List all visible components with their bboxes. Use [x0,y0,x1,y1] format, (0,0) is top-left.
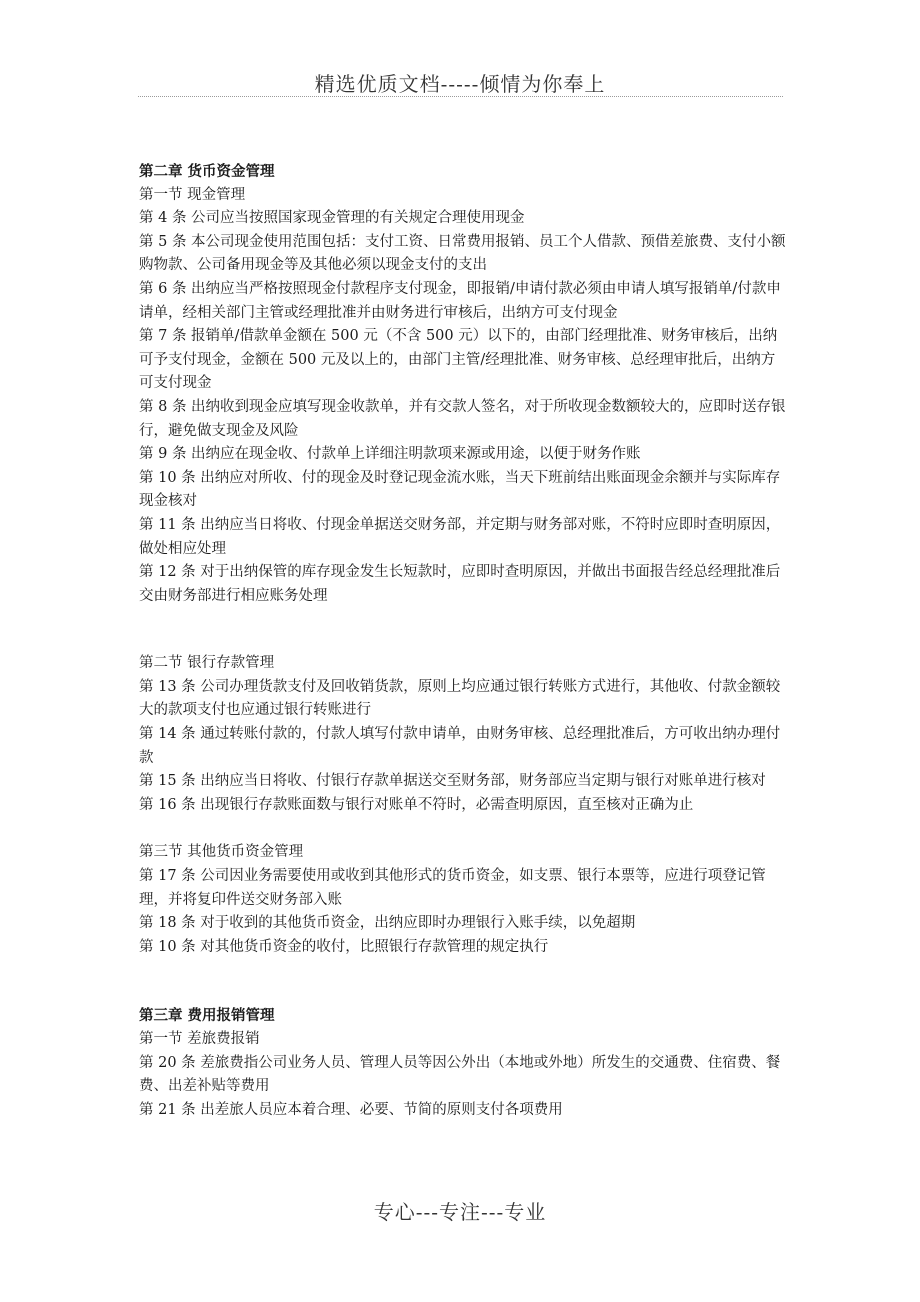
chapter-title: 第二章 货币资金管理 [139,163,275,180]
page-header: 精选优质文档-----倾情为你奉上 [314,72,606,96]
article: 第 10 条 对其他货币资金的收付，比照银行存款管理的规定执行 [139,938,549,955]
article: 第 4 条 公司应当按照国家现金管理的有关规定合理使用现金 [139,210,525,227]
header-divider [138,96,783,97]
spacer [139,959,787,1004]
article: 第 17 条 公司因业务需要使用或收到其他形式的货币资金，如支票、银行本票等，应进行项登记管理，并将复印件送交财务部入账 [139,868,766,908]
article: 第 6 条 出纳应当严格按照现金付款程序支付现金，即报销/申请付款必须由申请人填写报销单/付款申请单，经相关部门主管或经理批准并由财务进行审核后，出纳方可支付现金 [139,280,781,321]
article: 第 5 条 本公司现金使用范围包括：支付工资、日常费用报销、员工个人借款、预借差旅费、支付小额购物款、公司备用现金等及其他必须以现金支付的支出 [139,233,786,274]
section-title: 第二节 银行存款管理 [139,655,275,672]
article: 第 18 条 对于收到的其他货币资金，出纳应即时办理银行入账手续，以免超期 [139,915,636,932]
article: 第 11 条 出纳应当日将收、付现金单据送交财务部，并定期与财务部对账，不符时应即时查明原因，做处相应处理 [139,516,781,557]
article: 第 15 条 出纳应当日将收、付银行存款单据送交至财务部，财务部应当定期与银行对账单进行核对 [139,773,766,790]
chapter-title: 第三章 费用报销管理 [139,1007,275,1025]
document-body [139,160,787,1122]
section-title: 第一节 现金管理 [139,186,246,203]
article: 第 8 条 出纳收到现金应填写现金收款单，并有交款人签名，对于所收现金数额较大的，应即时送存银行，避免做支现金及风险 [139,398,786,439]
article: 第 12 条 对于出纳保管的库存现金发生长短款时，应即时查明原因，并做出书面报告经总经理批准后交由财务部进行相应账务处理 [139,564,781,604]
spacer [139,817,787,841]
article: 第 14 条 通过转账付款的，付款人填写付款申请单，由财务审核、总经理批准后，方可收出纳办理付款 [139,726,781,766]
spacer [139,608,787,652]
article: 第 16 条 出现银行存款账面数与银行对账单不符时，必需查明原因，直至核对正确为止 [139,796,694,813]
article: 第 10 条 出纳应对所收、付的现金及时登记现金流水账，当天下班前结出账面现金余额并与实际库存现金核对 [139,469,781,510]
article: 第 20 条 差旅费指公司业务人员、管理人员等因公外出（本地或外地）所发生的交通费、住宿费、餐费、出差补贴等费用 [139,1054,781,1095]
section-title: 第三节 其他货币资金管理 [139,844,304,861]
page-footer: 专心---专注---专业 [373,1200,547,1224]
section-title: 第一节 差旅费报销 [139,1031,260,1047]
article: 第 7 条 报销单/借款单金额在 500 元（不含 500 元）以下的，由部门经理批准、财务审核后，出纳可予支付现金，金额在 500 元及以上的，由部门主管/经理批准、财务审核、总经理审批后，出纳方可支付现金 [139,328,778,392]
article: 第 21 条 出差旅人员应本着合理、必要、节简的原则支付各项费用 [139,1101,563,1118]
article: 第 13 条 公司办理货款支付及回收销货款，原则上均应通过银行转账方式进行，其他收、付款金额较大的款项支付也应通过银行转账进行 [139,678,781,719]
article: 第 9 条 出纳应在现金收、付款单上详细注明款项来源或用途，以便于财务作账 [139,446,641,463]
